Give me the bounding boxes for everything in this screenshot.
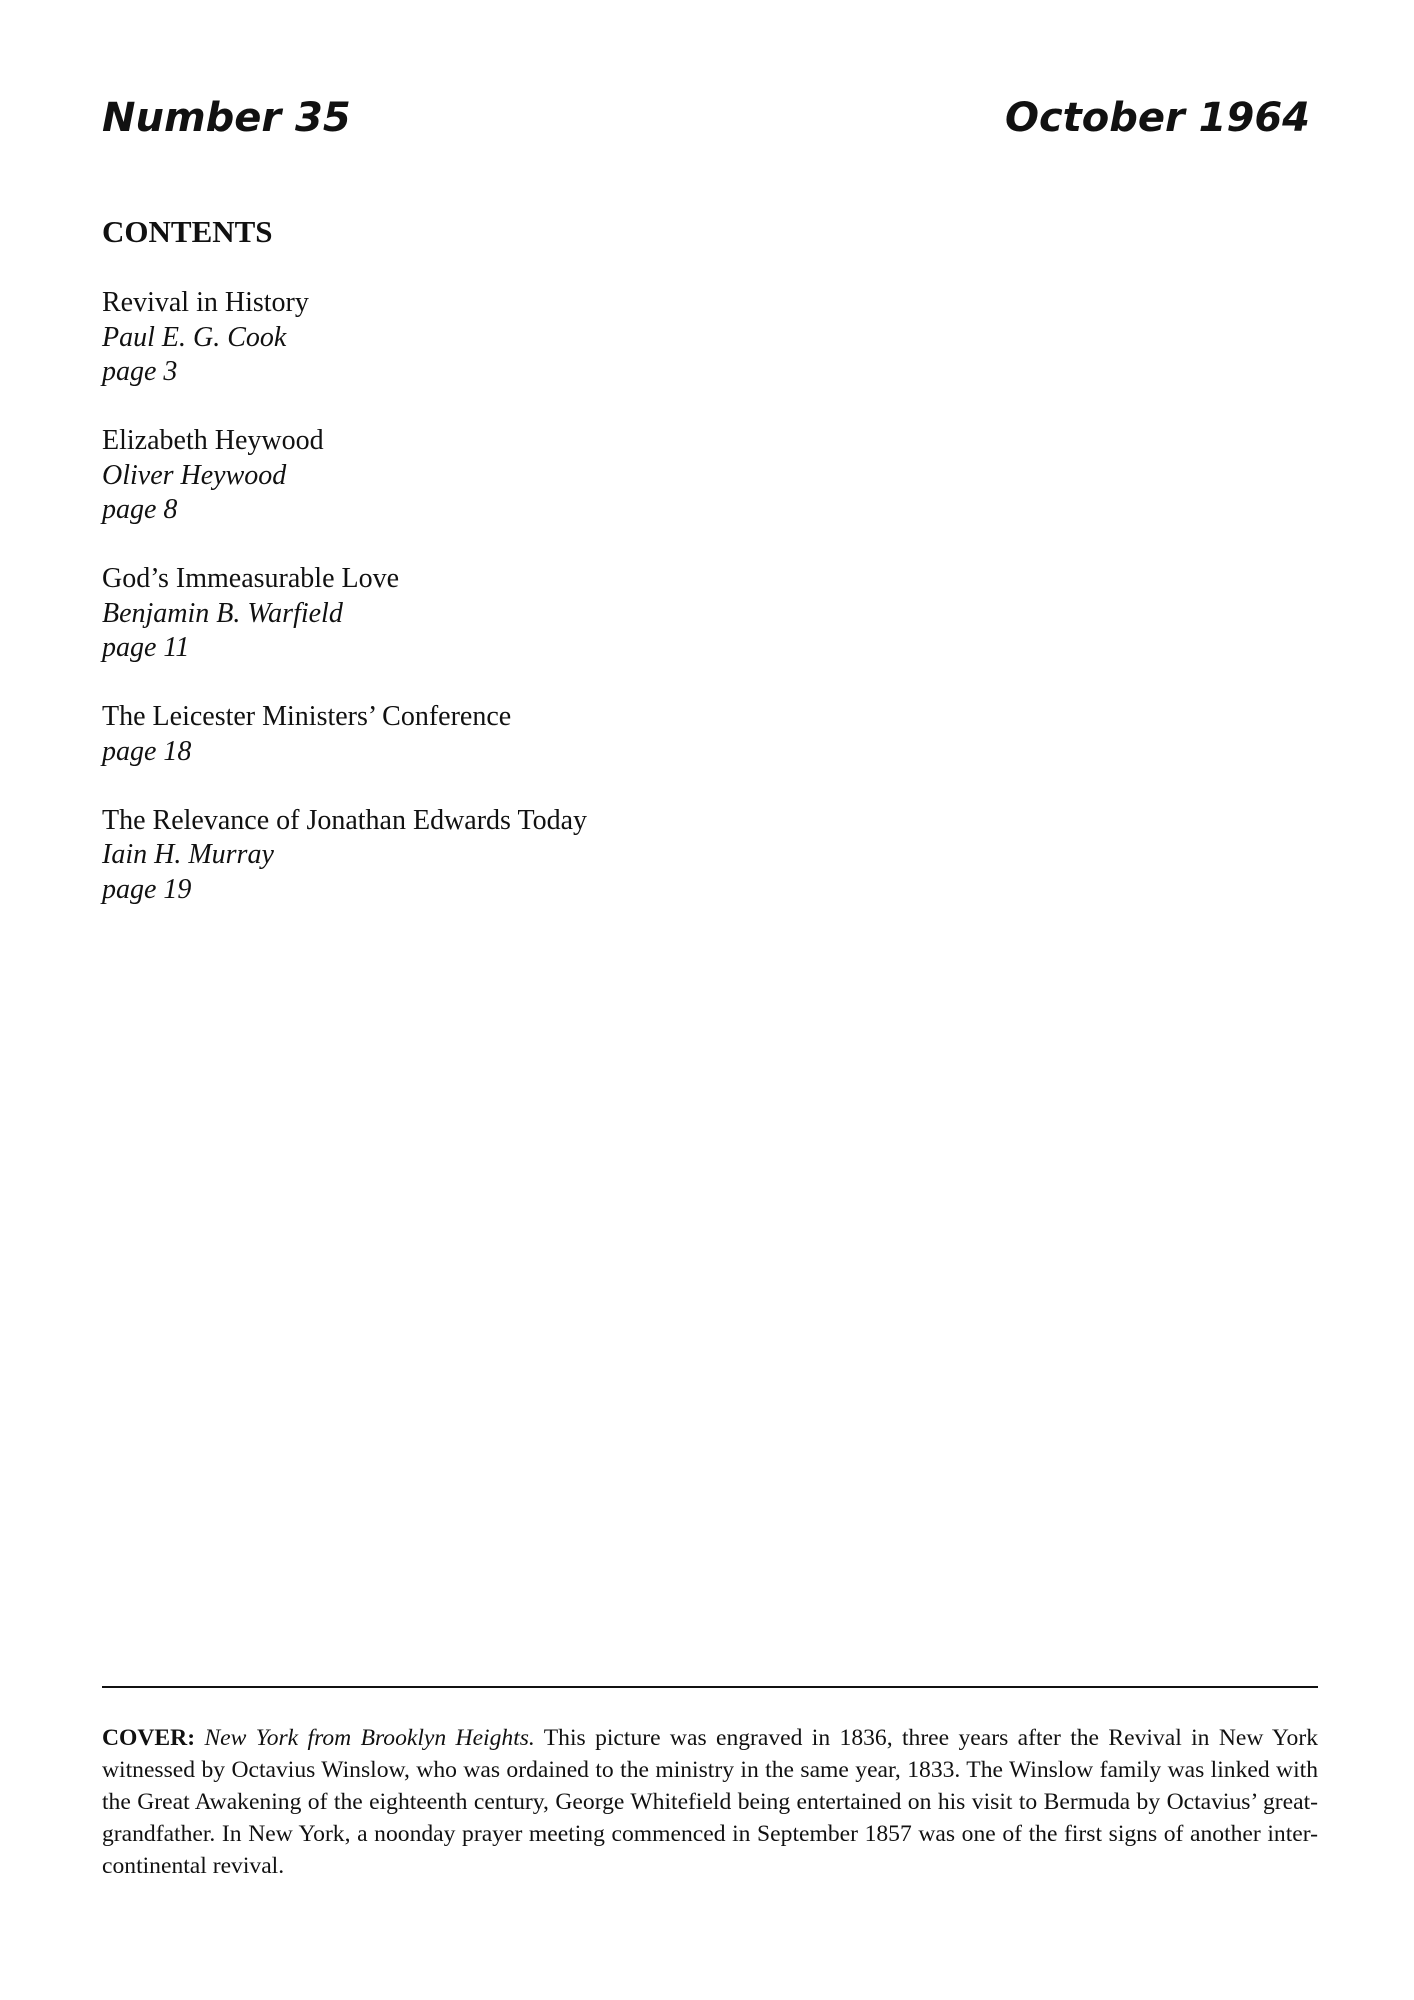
toc-entry-leicester-ministers-conference [102,700,1002,769]
toc-entry-title: Elizabeth Heywood [102,425,324,456]
toc-entry-gods-immeasurable-love [102,562,1002,666]
toc-entry-title: The Relevance of Jonathan Edwards Today [102,804,588,836]
toc-entry-title: Revival in History [102,287,309,318]
toc-entry-title: The Leicester Ministers’ Conference [102,701,512,732]
cover-label: COVER: [102,1725,196,1751]
toc-entry-relevance-of-jonathan-edwards [102,804,1002,908]
cover-note [102,1722,1318,1882]
toc-entry-elizabeth-heywood [102,424,1002,528]
toc-entry-page: page 8 [102,494,178,525]
toc-entry-page: page 3 [102,356,178,387]
toc-entry-author: Benjamin B. Warfield [102,597,343,629]
table-of-contents [102,286,1002,942]
toc-entry-page: page 18 [102,735,192,767]
cover-description: This picture was engraved in 1836, three years after the Revival in New York witnessed by Octavius Winslow, who was ordained to the ministry in the same year, 1833. The Winslow family was linked with the Great Awakening of the eighteenth century, George Whitefield being entertained on his visit to Bermuda by Octavius’ great-grandfather. In New York, a noonday prayer meeting commenced in September 1857 was one of the first signs of another inter-continental revival. [102,1725,1318,1879]
toc-entry-page: page 19 [102,873,192,905]
toc-entry-revival-in-history [102,286,1002,390]
toc-entry-author: Oliver Heywood [102,459,287,491]
toc-entry-author: Iain H. Murray [102,839,274,870]
cover-picture-title: New York from Brooklyn Heights. [204,1725,535,1751]
contents-heading: CONTENTS [102,214,273,249]
toc-entry-page: page 11 [102,632,190,663]
toc-entry-author: Paul E. G. Cook [102,321,287,353]
issue-number: Number 35 [102,95,351,141]
section-divider [102,1686,1318,1688]
issue-date: October 1964 [1004,95,1310,141]
toc-entry-title: God’s Immeasurable Love [102,563,400,594]
